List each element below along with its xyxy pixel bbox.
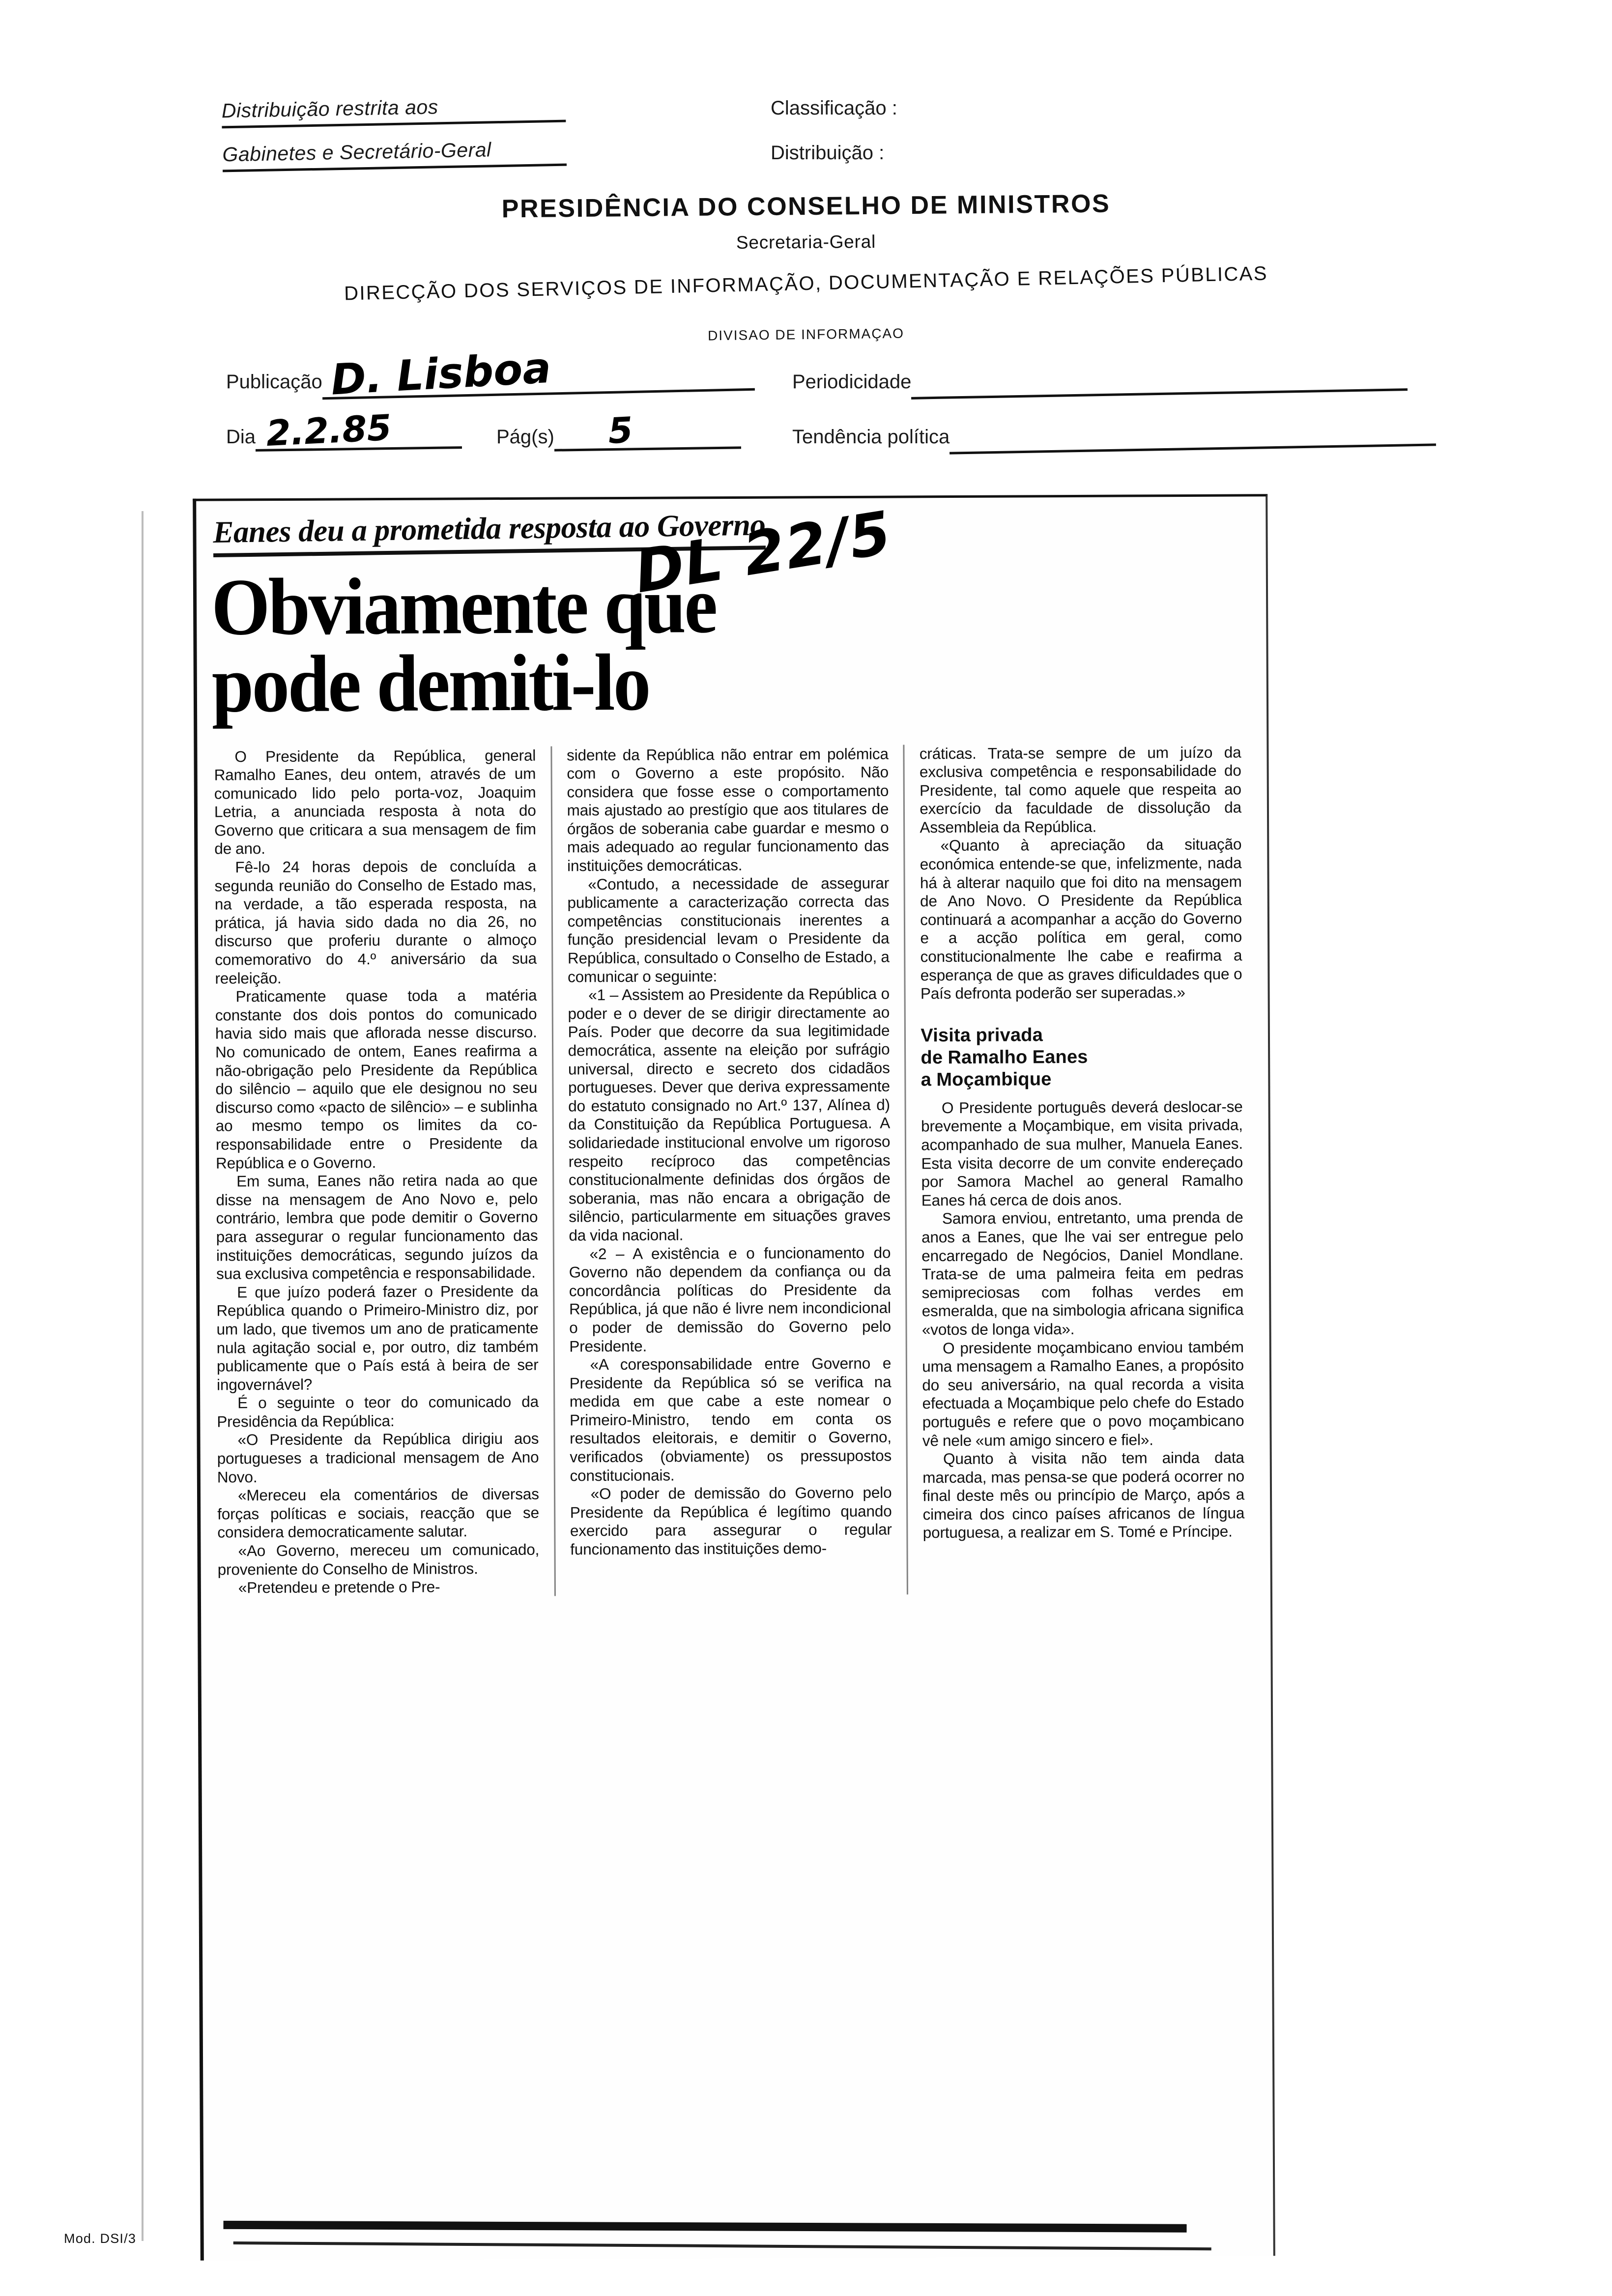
headline-line-2: pode demiti-lo [211,637,650,729]
clipping-bottom-rule-secondary [233,2241,1211,2250]
paragraph: O presidente moçambicano enviou também uma mensagem a Ramalho Eanes, a propósito do seu aniversário, na qual recorda a visita efectuada a Moçambique pelo chefe do Estado português e refere que o povo moçambicano vê nele «um amigo sincero e fiel». [922,1338,1244,1449]
paragraph: «Contudo, a necessidade de assegurar publicamente a caracterização correcta das competências constitucionais inerentes a função presidencial levam o Presidente da República, consultado o Conselho de Estado, a comunicar o seguinte: [567,874,890,986]
distribution-note-line-1: Distribuição restrita aos [221,93,566,129]
paragraph: «A coresponsabilidade entre Governo e Presidente da República só se verifica na medida em que cabe a este nomear o Primeiro-Ministro, tendo em conta os resultados eleitorais, e demitir o Governo, verificados (obviamente) os pressupostos constitucionais. [569,1354,892,1485]
paragraph: Em suma, Eanes não retira nada ao que disse na mensagem de Ano Novo e, pelo contrário, lembra que pode demitir o Governo para assegurar o regular funcionamento das instituições democráticas, segundo juízos da sua exclusiva competência e responsabilidade. [216,1171,538,1283]
paginas-input[interactable] [554,409,741,452]
kicker-wrapper [196,496,1266,560]
periodicidade-input[interactable] [911,388,1408,400]
article-kicker: Eanes deu a prometida resposta ao Governo [213,507,766,557]
distribution-note-line-2: Gabinetes e Secretário-Geral [222,137,567,172]
organization-title: PRESIDÊNCIA DO CONSELHO DE MINISTROS [501,189,1111,224]
article-column-2 [567,745,892,1596]
paragraph: O Presidente da República, general Ramalho Eanes, deu ontem, através de um comunicado lido pelo porta-voz, Joaquim Letria, a anunciada resposta à nota do Governo que criticara a sua mensagem de fim de ano. [214,746,536,858]
tendencia-politica-label: Tendência política [792,426,950,448]
archive-form-header [0,0,1612,491]
classification-label: Classificação : [771,97,897,119]
paragraph: «O poder de demissão do Governo pelo Presidente da República é legítimo quando exercido para assegurar o regular funcionamento das instituições demo- [570,1483,892,1558]
column-divider [550,746,555,1596]
organization-department: DIRECÇÃO DOS SERVIÇOS DE INFORMAÇÃO, DOCUMENTAÇÃO E RELAÇÕES PÚBLICAS [344,262,1268,305]
handwritten-reference-annotation: DL 22/5 [630,498,896,607]
field-publicacao[interactable] [226,343,755,405]
publicacao-label: Publicação [226,371,322,393]
paragraph: O Presidente português deverá deslocar-se brevemente a Moçambique, em visita privada, acompanhado de sua mulher, Manuela Eanes. Esta visita decorre de um convite endereçado por Samora Machel ao general Ramalho Eanes há cerca de dois anos. [921,1097,1243,1209]
classification-block [771,97,897,187]
scan-edge-line [142,511,144,2241]
newspaper-clipping [193,494,1275,2261]
section-subheading: Visita privada de Ramalho Eanes a Moçambique [921,1025,1088,1091]
paragraph: «Ao Governo, mereceu um comunicado, proveniente do Conselho de Ministros. [217,1540,540,1578]
periodicidade-label: Periodicidade [792,371,912,393]
paragraph: «Mereceu ela comentários de diversas forças políticas e sociais, reacção que se considera democraticamente salutar. [217,1485,539,1542]
field-dia[interactable] [226,406,462,455]
paragraph: «Quanto à apreciação da situação económica entende-se que, infelizmente, nada há à alterar naquilo que foi dito na mensagem de Ano Novo. O Presidente da República continuará a acompanhar a acção do Governo e a acção política em geral, como constitucionalmente lhe cabe e reafirma a esperança de que as graves dificuldades que o País defronta poderão ser superadas.» [920,835,1242,1003]
article-columns [214,743,1245,1597]
form-fields [0,343,1612,474]
paragraph: Quanto à visita não tem ainda data marcada, mas pensa-se que poderá ocorrer no final deste mês ou princípio de Março, após a cimeira dos cinco países africanos de língua portuguesa, a realizar em S. Tomé e Príncipe. [922,1448,1245,1542]
publicacao-handwritten-value: D. Lisboa [329,343,552,405]
paragraph: sidente da República não entrar em polémica com o Governo a este propósito. Não considera que fosse esse o comportamento mais ajustado ao prestígio que aos titulares de órgãos de soberania cabe guardar e mesmo o mais adequado ao regular funcionamento das instituições democráticas. [567,745,889,875]
field-tendencia-politica[interactable] [792,426,1436,450]
article-column-3 [920,743,1245,1594]
paginas-handwritten-value: 5 [607,409,634,452]
distribution-label: Distribuição : [771,142,885,164]
paragraph: Praticamente quase toda a matéria constante dos dois pontos do comunicado havia sido mais que aflorada nesse discurso. No comunicado de ontem, Eanes reafirma a não-obrigação pelo Presidente da República do silêncio – aquilo que ele designou no seu discurso como «pacto de silêncio» – e sublinha ao mesmo tempo os limites da co-responsabilidade entre o Presidente da República e o Governo. [215,986,538,1172]
column-divider [903,745,908,1594]
paragraph: E que juízo poderá fazer o Presidente da República quando o Primeiro-Ministro diz, por um lado, que tivemos um ano de praticamente nula agitação social e, por outro, diz também publicamente que o País está à beira de ser ingovernável? [216,1282,539,1394]
dia-handwritten-value: 2.2.85 [265,406,393,455]
organization-division: DIVISAO DE INFORMAÇAO [707,325,905,344]
paragraph: «Pretendeu e pretende o Pre- [238,1578,440,1597]
tendencia-politica-input[interactable] [950,443,1436,454]
dia-input[interactable] [256,406,462,455]
field-paginas[interactable] [496,409,741,452]
clipping-bottom-rule [224,2221,1187,2233]
paragraph: «1 – Assistem ao Presidente da República o poder e o dever de se dirigir directamente ao País. Poder que decorre da sua legitimidade democrática, assente na eleição por sufrágio universal, directo e secreto dos cidadãos portugueses. Dever que deriva expressamente do estatuto consignado no Art.º 137, Alínea d) da Constituição da República Portuguesa. A solidariedade institucional envolve um rigoroso respeito recíproco das competências constitucionalmente definidas dos órgãos de soberania, mas não encara a obrigação de silêncio, particularmente em situações graves da vida nacional. [568,984,891,1244]
paragraph: É o seguinte o teor do comunicado da Presidência da República: [217,1393,539,1431]
publicacao-input[interactable] [322,343,755,405]
article-headline [211,560,1193,729]
headline-line-1: Obviamente que [211,560,716,652]
paragraph: Fê-lo 24 horas depois de concluída a segunda reunião do Conselho de Estado mas, na verdade, a tão esperada resposta, na prática, já havia sido dada no dia 26, no discurso que proferiu durante o almoço comemorativo do 4.º aniversário da sua reeleição. [214,857,537,987]
form-code-label: Mod. DSI/3 [64,2231,137,2246]
paragraph: cráticas. Trata-se sempre de um juízo da exclusiva competência e responsabilidade do Presidente, tal como aquele que respeita ao exercício da faculdade de dissolução da Assembleia da República. [919,743,1242,836]
paragraph: «O Presidente da República dirigiu aos portugueses a tradicional mensagem de Ano Novo. [217,1430,539,1486]
paragraph: Samora enviou, entretanto, uma prenda de anos a Eanes, que lhe vai ser entregue pelo encarregado de Negócios, Daniel Mondlane. Trata-se de uma palmeira feita em pedras semipreciosas com folhas verdes em esmeralda, que na simbologia africana significa «votos de longa vida». [921,1208,1244,1339]
paginas-label: Pág(s) [496,426,554,448]
organization-subtitle: Secretaria-Geral [736,231,876,253]
paragraph: «2 – A existência e o funcionamento do Governo não dependem da confiança ou da concordância políticas do Presidente da República, já que não é livre nem incondicional o poder de demissão do Governo pelo Presidente. [569,1243,892,1355]
dia-label: Dia [226,426,256,448]
field-periodicidade[interactable] [792,371,1408,395]
article-column-1 [214,746,539,1597]
distribution-restriction-note [221,93,567,187]
